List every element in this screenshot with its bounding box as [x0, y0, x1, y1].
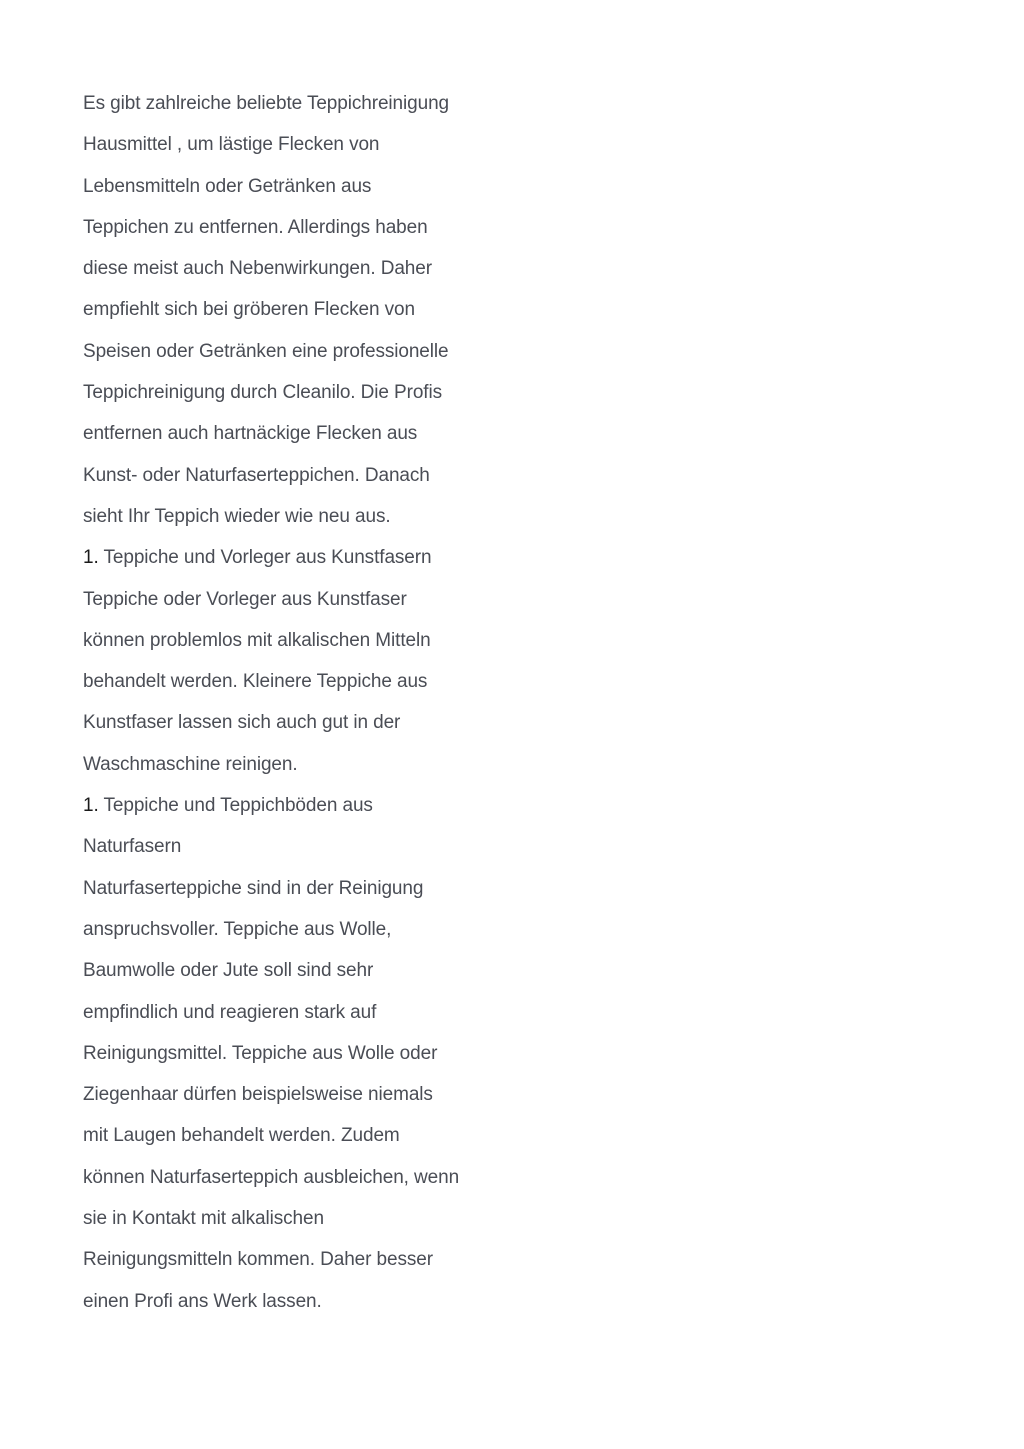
text-line: Reinigungsmitteln kommen. Daher besser [83, 1249, 433, 1271]
text-line: können problemlos mit alkalischen Mitteln [83, 629, 431, 651]
intro-paragraph [83, 83, 483, 537]
section-naturfasern [83, 785, 483, 1322]
text-line: sieht Ihr Teppich wieder wie neu aus. [83, 505, 391, 527]
text-line: Kunstfaser lassen sich auch gut in der [83, 712, 401, 734]
text-line: Teppichen zu entfernen. Allerdings haben [83, 216, 428, 238]
text-line: Es gibt zahlreiche beliebte Teppichreinigung [83, 93, 449, 114]
text-line: sie in Kontakt mit alkalischen [83, 1208, 324, 1230]
text-line: Kunst- oder Naturfaserteppichen. Danach [83, 464, 430, 486]
text-line: Reinigungsmittel. Teppiche aus Wolle oder [83, 1042, 438, 1064]
text-line: können Naturfaserteppich ausbleichen, wenn [83, 1166, 460, 1188]
text-line: mit Laugen behandelt werden. Zudem [83, 1125, 400, 1147]
text-line: Teppichreinigung durch Cleanilo. Die Profis [83, 382, 443, 404]
article-body [83, 83, 483, 1322]
text-line: Waschmaschine reinigen. [83, 753, 298, 775]
text-line: empfiehlt sich bei gröberen Flecken von [83, 299, 415, 321]
text-line: Hausmittel , um lästige Flecken von [83, 134, 380, 156]
text-line: Lebensmitteln oder Getränken aus [83, 175, 372, 197]
section-kunstfasern [83, 537, 483, 785]
text-line: entfernen auch hartnäckige Flecken aus [83, 423, 418, 445]
list-number: 1. [83, 547, 99, 569]
section-heading [83, 785, 483, 826]
section-heading [83, 537, 483, 578]
text-line: anspruchsvoller. Teppiche aus Wolle, [83, 918, 392, 940]
section-heading-continuation: Naturfasern [83, 836, 182, 858]
text-line: diese meist auch Nebenwirkungen. Daher [83, 258, 432, 280]
text-line: einen Profi ans Werk lassen. [83, 1290, 322, 1312]
text-line: Baumwolle oder Jute soll sind sehr [83, 960, 374, 982]
text-line: Speisen oder Getränken eine professionelle [83, 340, 449, 362]
text-line: empfindlich und reagieren stark auf [83, 1001, 377, 1023]
list-number: 1. [83, 795, 99, 817]
section-heading-text: Teppiche und Vorleger aus Kunstfasern [103, 547, 432, 569]
text-line: Naturfaserteppiche sind in der Reinigung [83, 877, 424, 899]
section-heading-text: Teppiche und Teppichböden aus [103, 795, 373, 817]
text-line: behandelt werden. Kleinere Teppiche aus [83, 671, 428, 693]
text-line: Ziegenhaar dürfen beispielsweise niemals [83, 1084, 433, 1106]
text-line: Teppiche oder Vorleger aus Kunstfaser [83, 588, 407, 610]
